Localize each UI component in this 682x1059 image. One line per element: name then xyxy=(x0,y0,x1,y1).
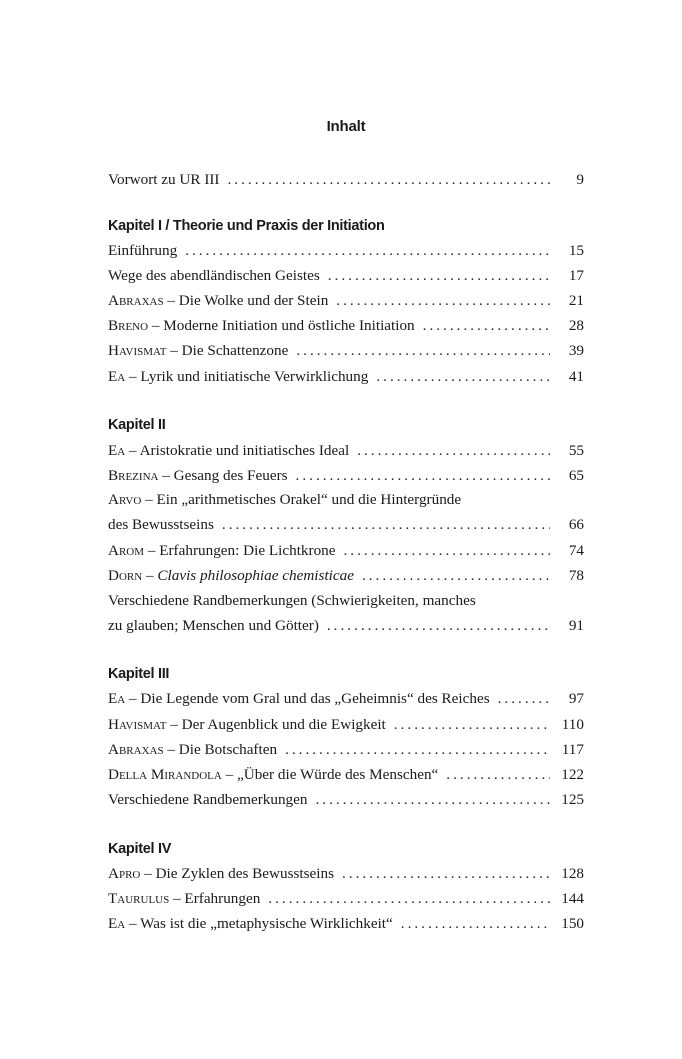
leader-dots xyxy=(228,169,551,191)
leader-dots xyxy=(423,315,550,337)
entry-title: Taurulus – Erfahrungen xyxy=(108,890,261,907)
toc-entry[interactable] xyxy=(108,440,584,462)
toc-entry[interactable] xyxy=(108,240,584,262)
toc-entry[interactable] xyxy=(108,340,584,362)
entry-title: Verschiedene Randbemerkungen xyxy=(108,791,308,808)
page-number: 65 xyxy=(568,467,584,484)
toc-entry[interactable] xyxy=(108,789,584,811)
entry-author: Ea xyxy=(108,368,126,385)
entry-title: Verschiedene Randbemerkungen (Schwierigkeiten, manches xyxy=(108,592,476,609)
entry-title-continued: des Bewusstseins xyxy=(108,516,214,533)
leader-dots xyxy=(268,888,550,910)
toc-entry[interactable] xyxy=(108,366,584,388)
page-number: 110 xyxy=(561,716,584,733)
leader-dots xyxy=(327,615,550,637)
leader-dots xyxy=(394,714,550,736)
entry-author: Brezina xyxy=(108,467,159,484)
entry-author: Abraxas xyxy=(108,741,164,758)
toc-entry[interactable] xyxy=(108,615,584,637)
entry-author: Taurulus xyxy=(108,890,170,907)
entry-author: Abraxas xyxy=(108,292,164,309)
entry-title: Ea – Lyrik und initiatische Verwirklichung xyxy=(108,368,369,385)
toc-entry[interactable] xyxy=(108,888,584,910)
entry-title-continued: zu glauben; Menschen und Götter) xyxy=(108,617,319,634)
toc-entry[interactable] xyxy=(108,688,584,710)
entry-author: Ea xyxy=(108,442,126,459)
page-number: 128 xyxy=(561,865,584,882)
page-number: 97 xyxy=(568,690,584,707)
chapter-heading: Kapitel IV xyxy=(108,841,172,857)
leader-dots xyxy=(498,688,550,710)
entry-title: Einführung xyxy=(108,242,178,259)
toc-entry[interactable] xyxy=(108,714,584,736)
page-number: 144 xyxy=(561,890,584,907)
page-number: 9 xyxy=(576,171,584,188)
toc-entry[interactable] xyxy=(108,863,584,885)
toc-entry[interactable] xyxy=(108,265,584,287)
toc-entry[interactable] xyxy=(108,169,584,191)
page-number: 78 xyxy=(568,567,584,584)
toc-entry[interactable] xyxy=(108,764,584,786)
entry-title: Havismat – Der Augenblick und die Ewigkeit xyxy=(108,716,386,733)
leader-dots xyxy=(446,764,550,786)
page-number: 55 xyxy=(568,442,584,459)
entry-title: Breno – Moderne Initiation und östliche Initiation xyxy=(108,317,415,334)
leader-dots xyxy=(401,913,550,935)
leader-dots xyxy=(362,565,550,587)
leader-dots xyxy=(336,290,550,312)
entry-title: Ea – Die Legende vom Gral und das „Geheimnis“ des Reiches xyxy=(108,690,490,707)
entry-author: Dorn xyxy=(108,567,143,584)
page-number: 125 xyxy=(561,791,584,808)
entry-title: Havismat – Die Schattenzone xyxy=(108,342,289,359)
leader-dots xyxy=(296,465,550,487)
page-title: Inhalt xyxy=(326,118,366,135)
entry-author: Arvo xyxy=(108,491,142,508)
leader-dots xyxy=(344,540,551,562)
entry-title: Ea – Aristokratie und initiatisches Ideal xyxy=(108,442,350,459)
leader-dots xyxy=(376,366,550,388)
entry-author: Havismat xyxy=(108,342,167,359)
page-number: 117 xyxy=(561,741,584,758)
toc-entry[interactable] xyxy=(108,315,584,337)
toc-entry[interactable] xyxy=(108,290,584,312)
entry-title: Apro – Die Zyklen des Bewusstseins xyxy=(108,865,334,882)
page-number: 15 xyxy=(568,242,584,259)
toc-entry-line[interactable] xyxy=(108,590,584,612)
page-number: 66 xyxy=(568,516,584,533)
toc-entry[interactable] xyxy=(108,739,584,761)
entry-title: Abraxas – Die Botschaften xyxy=(108,741,278,758)
entry-title: Abraxas – Die Wolke und der Stein xyxy=(108,292,329,309)
entry-title: Arvo – Ein „arithmetisches Orakel“ und die Hintergründe xyxy=(108,491,462,508)
chapter-heading: Kapitel I / Theorie und Praxis der Initiation xyxy=(108,218,385,234)
toc-entry[interactable] xyxy=(108,514,584,536)
page-number: 21 xyxy=(568,292,584,309)
page-number: 91 xyxy=(568,617,584,634)
page-number: 41 xyxy=(568,368,584,385)
toc-entry[interactable] xyxy=(108,565,584,587)
page-number: 28 xyxy=(568,317,584,334)
leader-dots xyxy=(285,739,550,761)
entry-title: Arom – Erfahrungen: Die Lichtkrone xyxy=(108,542,336,559)
entry-author: Ea xyxy=(108,915,126,932)
page-number: 150 xyxy=(561,915,584,932)
toc-entry-line[interactable] xyxy=(108,489,584,511)
entry-title: Vorwort zu UR III xyxy=(108,171,220,188)
leader-dots xyxy=(296,340,550,362)
page-number: 17 xyxy=(568,267,584,284)
leader-dots xyxy=(222,514,550,536)
entry-author: Ea xyxy=(108,690,126,707)
toc-entry[interactable] xyxy=(108,913,584,935)
entry-author: Breno xyxy=(108,317,149,334)
leader-dots xyxy=(185,240,550,262)
entry-author: Arom xyxy=(108,542,145,559)
leader-dots xyxy=(328,265,550,287)
leader-dots xyxy=(315,789,550,811)
leader-dots xyxy=(342,863,550,885)
chapter-heading: Kapitel II xyxy=(108,417,166,433)
entry-title: Ea – Was ist die „metaphysische Wirklichkeit“ xyxy=(108,915,393,932)
page-number: 122 xyxy=(561,766,584,783)
entry-title: Dorn – Clavis philosophiae chemisticae xyxy=(108,567,354,584)
entry-author: Della Mirandola xyxy=(108,766,222,783)
chapter-heading: Kapitel III xyxy=(108,666,170,682)
entry-author: Havismat xyxy=(108,716,167,733)
entry-title: Della Mirandola – „Über die Würde des Menschen“ xyxy=(108,766,439,783)
toc-entry[interactable] xyxy=(108,540,584,562)
page-number: 39 xyxy=(568,342,584,359)
entry-author: Apro xyxy=(108,865,141,882)
leader-dots xyxy=(357,440,550,462)
entry-title: Wege des abendländischen Geistes xyxy=(108,267,320,284)
page-number: 74 xyxy=(568,542,584,559)
entry-title: Brezina – Gesang des Feuers xyxy=(108,467,288,484)
toc-entry[interactable] xyxy=(108,465,584,487)
